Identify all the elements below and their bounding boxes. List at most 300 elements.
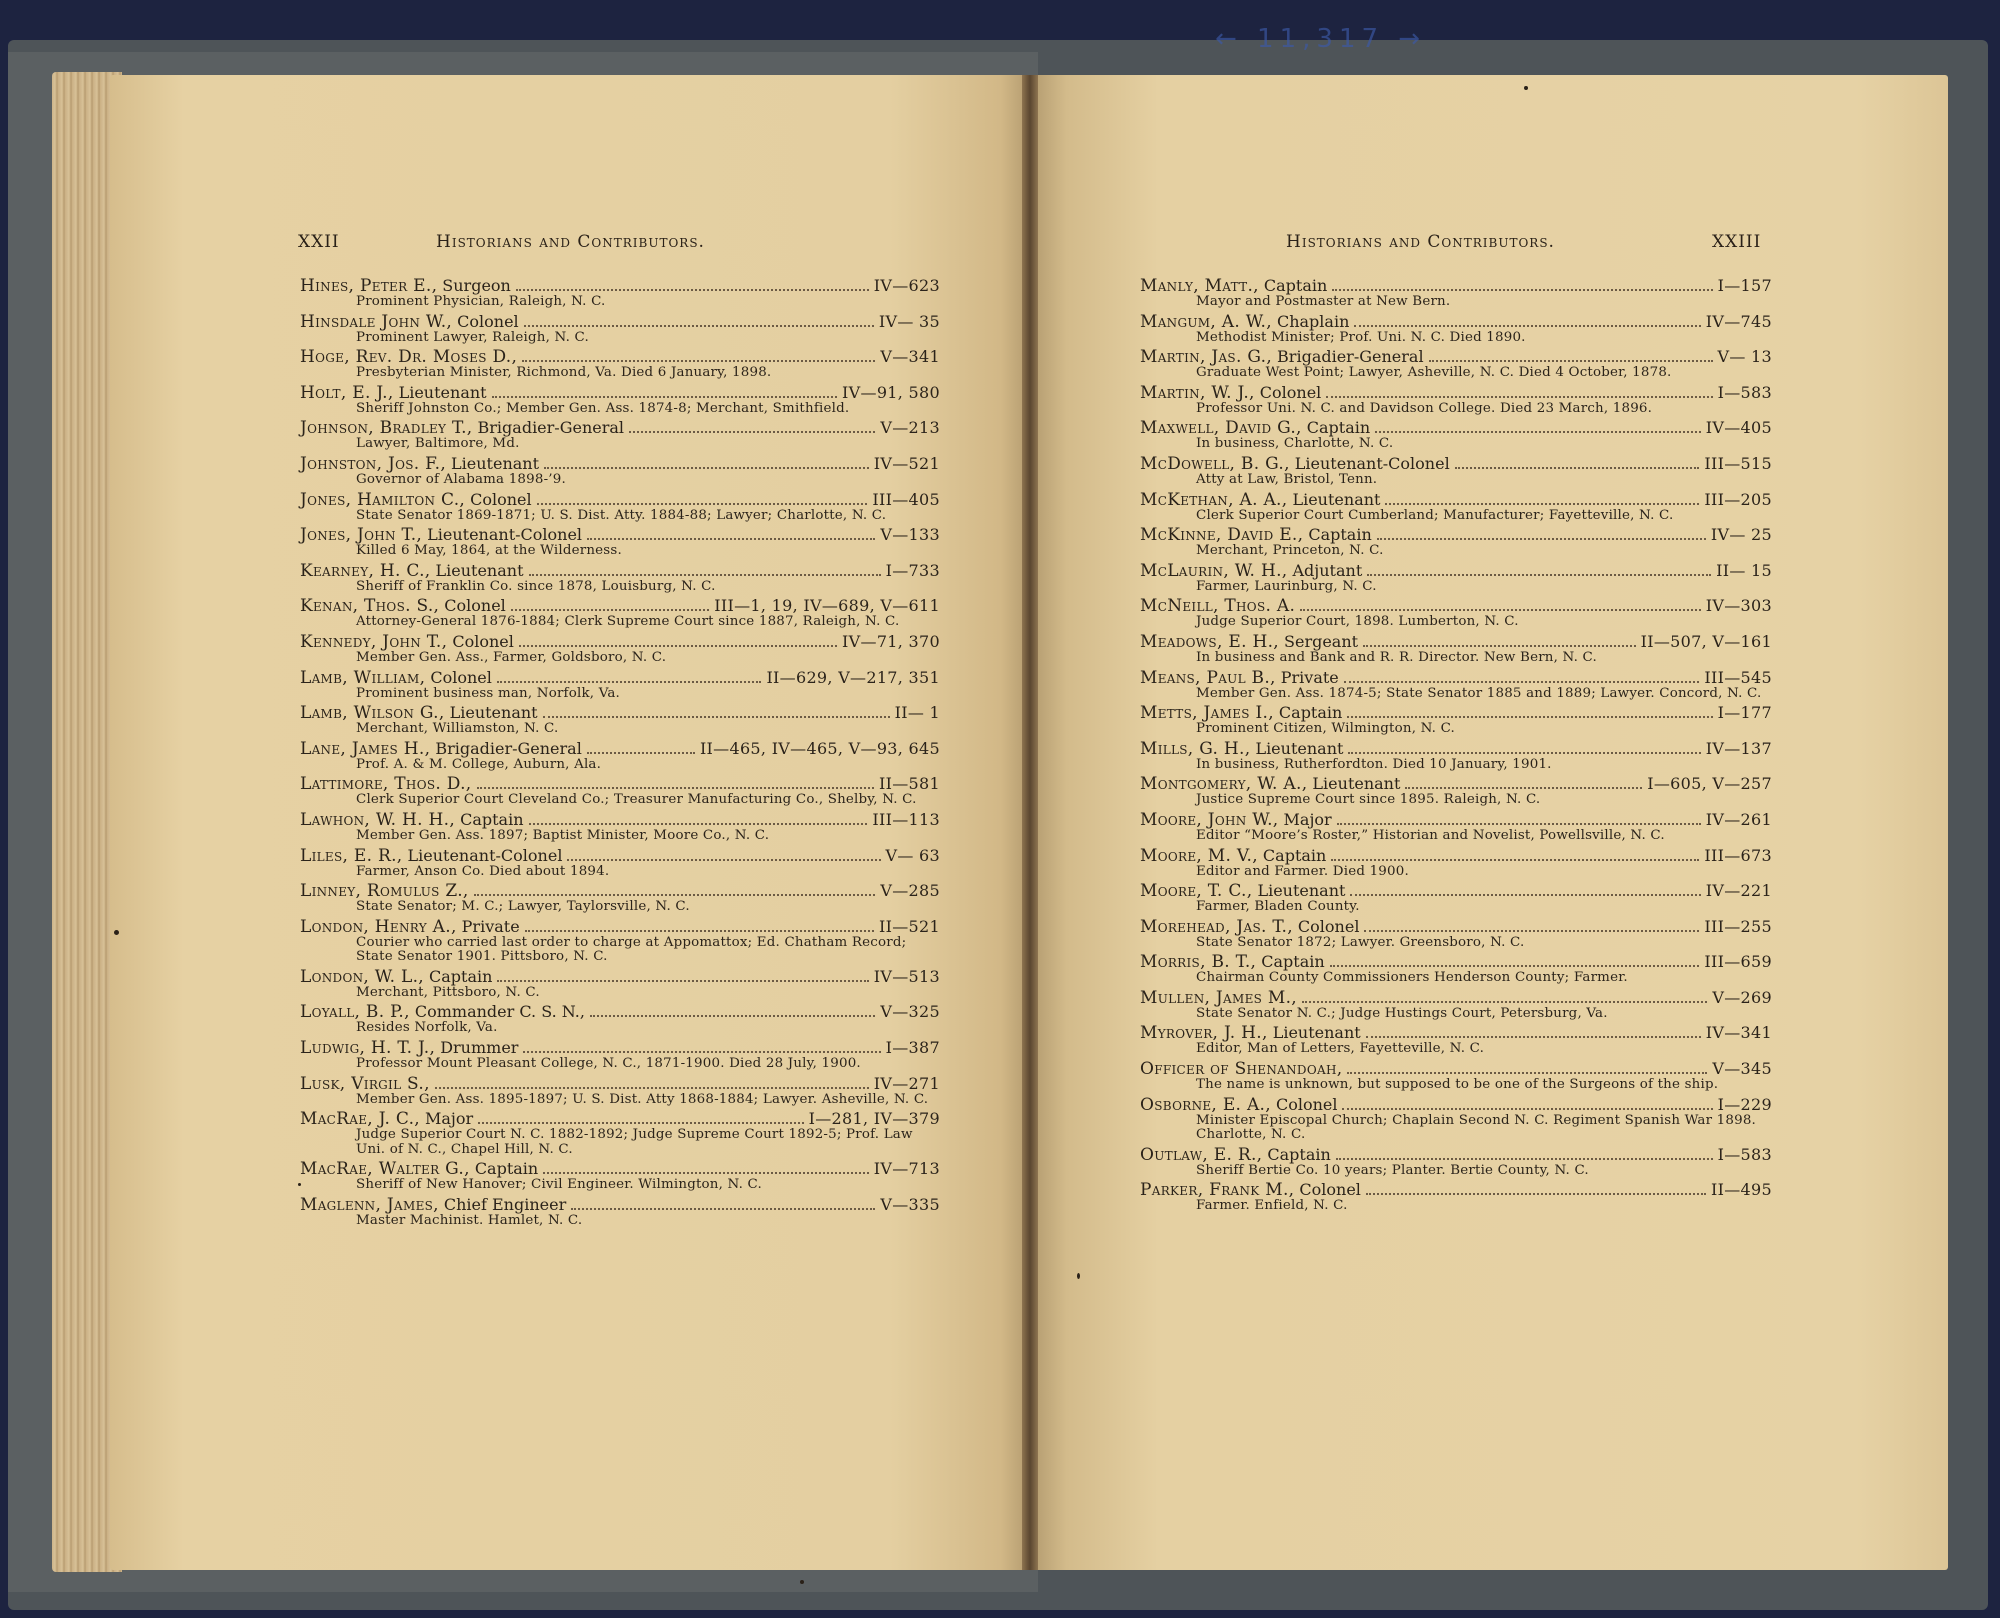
contributor-name: Lamb, William, xyxy=(300,667,426,688)
entry-heading-line xyxy=(1140,669,1772,687)
volume-page-reference: V— 63 xyxy=(885,845,940,865)
entry-heading-line xyxy=(1140,633,1772,651)
contributor-entry xyxy=(1140,1060,1772,1093)
contributor-rank: Lieutenant xyxy=(451,453,540,473)
contributor-description: The name is unknown, but supposed to be one of the Surgeons of the ship. xyxy=(1196,1077,1719,1093)
left-page-number: XXII xyxy=(298,232,340,252)
dot-leader xyxy=(1455,467,1700,469)
entry-heading-line xyxy=(300,562,940,580)
entry-heading-line xyxy=(300,348,940,366)
entry-heading-line xyxy=(300,633,940,651)
dot-leader xyxy=(519,645,837,647)
contributor-description: Killed 6 May, 1864, at the Wilderness. xyxy=(356,543,622,559)
contributor-name: Maglenn, James, xyxy=(300,1195,439,1216)
dot-leader xyxy=(524,325,874,327)
contributor-description: Editor, Man of Letters, Fayetteville, N. C. xyxy=(1196,1041,1485,1057)
entry-heading-line xyxy=(1140,811,1772,829)
contributor-entry xyxy=(300,348,940,381)
volume-page-reference: III—659 xyxy=(1704,952,1772,972)
contributor-entry xyxy=(300,1039,940,1072)
entry-heading-line xyxy=(300,1196,940,1214)
entry-heading-line xyxy=(1140,882,1772,900)
contributor-description: In business, Rutherfordton. Died 10 January, 1901. xyxy=(1196,756,1552,772)
contributor-rank: Colonel xyxy=(457,311,519,331)
contributor-entry xyxy=(1140,526,1772,559)
dot-leader xyxy=(1354,325,1700,327)
contributor-description: Merchant, Pittsboro, N. C. xyxy=(356,984,540,1000)
contributor-name: Kearney, H. C., xyxy=(300,560,431,581)
contributor-description: Mayor and Postmaster at New Bern. xyxy=(1196,294,1451,309)
volume-page-reference: V—269 xyxy=(1712,987,1772,1007)
entry-heading-line xyxy=(300,1039,940,1057)
page-speck xyxy=(114,930,119,935)
contributor-name: Outlaw, E. R., xyxy=(1140,1144,1263,1165)
volume-page-reference: IV—271 xyxy=(873,1073,940,1093)
entry-heading-line xyxy=(300,277,940,295)
entry-heading-line xyxy=(300,740,940,758)
contributor-name: Lattimore, Thos. D., xyxy=(300,774,472,795)
contributor-name: Lamb, Wilson G., xyxy=(300,703,445,724)
contributor-description: Sheriff Johnston Co.; Member Gen. Ass. 1874-8; Merchant, Smithfield. xyxy=(356,400,850,416)
contributor-rank: Lieutenant xyxy=(1312,774,1401,794)
contributor-entry xyxy=(1140,384,1772,417)
contributor-name: MacRae, J. C., xyxy=(300,1109,420,1130)
dot-leader xyxy=(477,787,875,789)
contributor-description: Justice Supreme Court since 1895. Raleigh, N. C. xyxy=(1196,792,1541,808)
contributor-name: Mangum, A. W., xyxy=(1140,311,1272,332)
volume-page-reference: I—281, IV—379 xyxy=(808,1109,940,1129)
contributor-entry xyxy=(300,918,940,965)
contributor-name: McDowell, B. G., xyxy=(1140,453,1290,474)
entry-heading-line xyxy=(300,1160,940,1178)
contributor-entry xyxy=(300,384,940,417)
contributor-name: Mullen, James M., xyxy=(1140,987,1297,1008)
contributor-rank: Drummer xyxy=(440,1038,519,1058)
volume-page-reference: I—229 xyxy=(1717,1094,1772,1114)
contributor-description: Farmer, Laurinburg, N. C. xyxy=(1196,578,1377,594)
entry-heading-line xyxy=(1140,384,1772,402)
dot-leader xyxy=(511,609,709,611)
dot-leader xyxy=(1342,1108,1712,1110)
contributor-entry xyxy=(300,1003,940,1036)
contributor-rank: Adjutant xyxy=(1292,560,1363,580)
contributor-entry xyxy=(1140,562,1772,595)
page-speck xyxy=(800,1580,804,1584)
volume-page-reference: II—629, V—217, 351 xyxy=(766,667,940,687)
dot-leader xyxy=(522,360,875,362)
contributor-name: Holt, E. J., xyxy=(300,382,394,403)
dot-leader xyxy=(1331,859,1699,861)
contributor-name: Meadows, E. H., xyxy=(1140,631,1280,652)
contributor-rank: Colonel xyxy=(1259,382,1322,402)
contributor-entry xyxy=(1140,1181,1772,1214)
contributor-rank: Captain xyxy=(1278,703,1343,723)
contributor-rank: Major xyxy=(425,1109,474,1129)
dot-leader xyxy=(1336,1158,1713,1160)
dot-leader xyxy=(571,1208,875,1210)
volume-page-reference: IV— 35 xyxy=(878,311,940,331)
contributor-entry xyxy=(1140,1024,1772,1057)
volume-page-reference: V—213 xyxy=(880,418,940,438)
library-stamp: ← 11,317 → xyxy=(1215,24,1427,54)
volume-page-reference: IV—261 xyxy=(1705,809,1772,829)
contributor-entry xyxy=(1140,1146,1772,1179)
right-running-head: Historians and Contributors. xyxy=(1286,232,1555,252)
entry-heading-line xyxy=(1140,989,1772,1007)
contributor-entry xyxy=(300,740,940,773)
contributor-entry xyxy=(300,968,940,1001)
contributor-entry xyxy=(1140,313,1772,346)
contributor-entry xyxy=(1140,989,1772,1022)
volume-page-reference: IV—91, 580 xyxy=(842,382,940,402)
contributor-description: Attorney-General 1876-1884; Clerk Supreme Court since 1887, Raleigh, N. C. xyxy=(356,614,900,630)
contributor-rank: Lieutenant-Colonel xyxy=(1294,453,1450,473)
contributor-rank: Captain xyxy=(429,966,493,986)
volume-page-reference: I—583 xyxy=(1717,1144,1772,1164)
dot-leader xyxy=(543,1172,869,1174)
contributor-name: Myrover, J. H., xyxy=(1140,1023,1268,1044)
dot-leader xyxy=(1302,1001,1707,1003)
contributor-entry xyxy=(300,811,940,844)
dot-leader xyxy=(629,431,875,433)
volume-page-reference: IV—341 xyxy=(1705,1023,1772,1043)
entry-heading-line xyxy=(300,597,940,615)
contributor-rank: Captain xyxy=(460,809,524,829)
volume-page-reference: I—157 xyxy=(1717,276,1772,295)
contributor-name: Martin, Jas. G., xyxy=(1140,347,1273,368)
dot-leader xyxy=(1347,716,1712,718)
volume-page-reference: V—133 xyxy=(880,525,940,545)
contributor-entry xyxy=(1140,669,1772,702)
dot-leader xyxy=(523,1051,880,1053)
contributor-description: Farmer, Bladen County. xyxy=(1196,899,1360,915)
contributor-entry xyxy=(1140,597,1772,630)
contributor-name: Linney, Romulus Z., xyxy=(300,881,469,902)
volume-page-reference: IV—137 xyxy=(1705,738,1772,758)
dot-leader xyxy=(1348,752,1700,754)
volume-page-reference: II— 15 xyxy=(1716,560,1772,580)
contributor-rank: Surgeon xyxy=(442,276,511,295)
contributor-name: Jones, Hamilton C., xyxy=(300,489,466,510)
contributor-rank: Brigadier-General xyxy=(1277,347,1424,367)
entry-heading-line xyxy=(300,384,940,402)
dot-leader xyxy=(474,894,876,896)
contributor-rank: Chaplain xyxy=(1276,311,1350,331)
contributor-entry xyxy=(300,669,940,702)
contributor-name: Officer of Shenandoah, xyxy=(1140,1059,1343,1080)
contributor-description: Lawyer, Baltimore, Md. xyxy=(356,436,520,452)
contributor-rank: Lieutenant xyxy=(1257,881,1346,901)
dot-leader xyxy=(435,1087,869,1089)
contributor-entry xyxy=(300,847,940,880)
dot-leader xyxy=(590,1015,876,1017)
dot-leader xyxy=(1332,289,1712,291)
contributor-name: McLaurin, W. H., xyxy=(1140,560,1288,581)
contributor-rank: Captain xyxy=(1261,952,1325,972)
dot-leader xyxy=(529,574,881,576)
entry-heading-line xyxy=(1140,918,1772,936)
contributor-entry xyxy=(300,313,940,346)
contributor-description: Farmer. Enfield, N. C. xyxy=(1196,1198,1348,1214)
contributor-entry xyxy=(300,455,940,488)
contributor-rank: Brigadier-General xyxy=(435,738,582,758)
volume-page-reference: III—113 xyxy=(872,809,940,829)
entry-heading-line xyxy=(1140,491,1772,509)
entry-heading-line xyxy=(1140,1096,1772,1114)
contributor-name: Jones, John T., xyxy=(300,525,423,546)
volume-page-reference: V—345 xyxy=(1712,1059,1772,1079)
contributor-name: MacRae, Walter G., xyxy=(300,1159,470,1180)
contributor-name: Lawhon, W. H. H., xyxy=(300,809,456,830)
volume-page-reference: V—335 xyxy=(880,1195,940,1215)
dot-leader xyxy=(1367,574,1711,576)
contributor-description: Merchant, Princeton, N. C. xyxy=(1196,543,1384,559)
contributor-name: Manly, Matt., xyxy=(1140,276,1259,296)
dot-leader xyxy=(1405,787,1642,789)
dot-leader xyxy=(1344,681,1700,683)
contributor-description: Member Gen. Ass. 1895-1897; U. S. Dist. Atty 1868-1884; Lawyer. Asheville, N. C. xyxy=(356,1091,929,1107)
contributor-description: Judge Superior Court N. C. 1882-1892; Judge Supreme Court 1892-5; Prof. Law Uni. of N. C., Chapel Hill, N. C. xyxy=(356,1127,913,1157)
contributor-rank: Lieutenant xyxy=(449,703,538,723)
contributor-name: Kenan, Thos. S., xyxy=(300,596,440,617)
entry-heading-line xyxy=(1140,419,1772,437)
contributor-entry xyxy=(300,491,940,524)
volume-page-reference: III—1, 19, IV—689, V—611 xyxy=(714,596,940,616)
contributor-entry xyxy=(300,597,940,630)
contributor-rank: Lieutenant-Colonel xyxy=(427,525,583,545)
volume-page-reference: I—387 xyxy=(885,1038,940,1058)
contributor-description: Farmer, Anson Co. Died about 1894. xyxy=(356,863,610,879)
entry-heading-line xyxy=(300,968,940,986)
contributor-description: Professor Uni. N. C. and Davidson College. Died 23 March, 1896. xyxy=(1196,400,1653,416)
contributor-name: Montgomery, W. A., xyxy=(1140,774,1308,795)
left-running-head: Historians and Contributors. xyxy=(436,232,705,252)
volume-page-reference: I—177 xyxy=(1717,703,1772,723)
entry-heading-line xyxy=(1140,775,1772,793)
contributor-name: Morris, B. T., xyxy=(1140,952,1257,973)
dot-leader xyxy=(478,1122,803,1124)
entry-heading-line xyxy=(300,526,940,544)
contributor-entry xyxy=(1140,633,1772,666)
contributor-rank: Captain xyxy=(474,1159,539,1179)
contributor-description: State Senator 1872; Lawyer. Greensboro, N. C. xyxy=(1196,934,1525,950)
contributor-rank: Lieutenant xyxy=(1292,489,1381,509)
contributor-entry xyxy=(1140,811,1772,844)
contributor-description: State Senator 1869-1871; U. S. Dist. Atty. 1884-88; Lawyer; Charlotte, N. C. xyxy=(356,507,887,523)
contributor-rank: Lieutenant-Colonel xyxy=(407,845,563,865)
volume-page-reference: V—325 xyxy=(880,1002,940,1022)
volume-page-reference: I—605, V—257 xyxy=(1647,774,1772,794)
contributor-rank: Colonel xyxy=(430,667,492,687)
contributor-rank: Colonel xyxy=(470,489,532,509)
dot-leader xyxy=(1363,645,1636,647)
page-speck xyxy=(1077,1273,1080,1279)
contributor-rank: Private xyxy=(461,916,520,936)
dot-leader xyxy=(1377,538,1706,540)
contributor-description: In business and Bank and R. R. Director. New Bern, N. C. xyxy=(1196,649,1597,665)
contributor-description: Sheriff Bertie Co. 10 years; Planter. Bertie County, N. C. xyxy=(1196,1162,1589,1178)
dot-leader xyxy=(529,823,868,825)
volume-page-reference: I—583 xyxy=(1717,382,1772,402)
entry-heading-line xyxy=(300,775,940,793)
contributor-name: Moore, John W., xyxy=(1140,809,1279,830)
entry-heading-line xyxy=(1140,1060,1772,1078)
dot-leader xyxy=(1364,930,1699,932)
volume-page-reference: IV—521 xyxy=(873,453,940,473)
volume-page-reference: II—521 xyxy=(879,916,940,936)
dot-leader xyxy=(544,467,869,469)
right-page-number: XXIII xyxy=(1712,232,1762,252)
contributor-name: Johnson, Bradley T., xyxy=(300,418,473,439)
dot-leader xyxy=(537,503,868,505)
dot-leader xyxy=(1385,503,1699,505)
page-speck xyxy=(1524,86,1528,90)
entry-heading-line xyxy=(300,491,940,509)
contributor-description: Judge Superior Court, 1898. Lumberton, N. C. xyxy=(1196,614,1519,630)
contributor-name: McKethan, A. A., xyxy=(1140,489,1288,510)
contributor-entry xyxy=(300,775,940,808)
contributor-rank: Colonel xyxy=(452,631,514,651)
contributor-description: Governor of Alabama 1898-’9. xyxy=(356,471,566,487)
entry-heading-line xyxy=(300,811,940,829)
volume-page-reference: IV—745 xyxy=(1705,311,1772,331)
contributor-name: Johnston, Jos. F., xyxy=(300,453,447,474)
contributor-description: Atty at Law, Bristol, Tenn. xyxy=(1196,471,1378,487)
contributor-rank: Colonel xyxy=(1275,1094,1338,1114)
volume-page-reference: IV—713 xyxy=(873,1159,940,1179)
entry-heading-line xyxy=(1140,526,1772,544)
volume-page-reference: III—515 xyxy=(1704,453,1772,473)
dot-leader xyxy=(497,681,762,683)
contributor-rank: Private xyxy=(1280,667,1339,687)
dot-leader xyxy=(1375,431,1701,433)
entry-heading-line xyxy=(1140,847,1772,865)
left-entry-list xyxy=(300,277,940,1232)
volume-page-reference: IV—405 xyxy=(1705,418,1772,438)
contributor-description: Sheriff of Franklin Co. since 1878, Louisburg, N. C. xyxy=(356,578,716,594)
contributor-name: McNeill, Thos. A. xyxy=(1140,596,1296,617)
entry-heading-line xyxy=(300,1003,940,1021)
contributor-name: Osborne, E. A., xyxy=(1140,1094,1271,1115)
dot-leader xyxy=(587,752,695,754)
contributor-description: Prof. A. & M. College, Auburn, Ala. xyxy=(356,756,602,772)
volume-page-reference: IV—623 xyxy=(873,276,940,295)
entry-heading-line xyxy=(300,419,940,437)
contributor-rank: Captain xyxy=(1262,845,1327,865)
dot-leader xyxy=(587,538,875,540)
contributor-rank: Lieutenant xyxy=(1272,1023,1361,1043)
book-gutter xyxy=(1022,75,1038,1570)
contributor-rank: Lieutenant xyxy=(398,382,487,402)
dot-leader xyxy=(516,289,869,291)
contributor-name: London, W. L., xyxy=(300,966,424,987)
contributor-entry xyxy=(1140,348,1772,381)
dot-leader xyxy=(1366,1036,1701,1038)
contributor-name: London, Henry A., xyxy=(300,916,457,937)
volume-page-reference: II—465, IV—465, V—93, 645 xyxy=(699,738,940,758)
contributor-entry xyxy=(1140,775,1772,808)
dot-leader xyxy=(525,930,874,932)
contributor-entry xyxy=(1140,918,1772,951)
dot-leader xyxy=(1330,965,1700,967)
entry-heading-line xyxy=(300,918,940,936)
contributor-rank: Major xyxy=(1283,809,1332,829)
contributor-rank: Commander C. S. N., xyxy=(414,1002,585,1022)
contributor-entry xyxy=(1140,455,1772,488)
contributor-entry xyxy=(1140,491,1772,524)
contributor-entry xyxy=(300,562,940,595)
contributor-description: Minister Episcopal Church; Chaplain Second N. C. Regiment Spanish War 1898. Charlotte, N. C. xyxy=(1196,1112,1757,1143)
contributor-rank: Chief Engineer xyxy=(443,1195,567,1215)
dot-leader xyxy=(1366,1193,1706,1195)
volume-page-reference: III—673 xyxy=(1704,845,1772,865)
contributor-name: McKinne, David E., xyxy=(1140,525,1304,546)
dot-leader xyxy=(543,716,890,718)
contributor-entry xyxy=(1140,1096,1772,1143)
entry-heading-line xyxy=(300,704,940,722)
dot-leader xyxy=(1350,894,1700,896)
contributor-description: Prominent business man, Norfolk, Va. xyxy=(356,685,620,701)
contributor-name: Moore, M. V., xyxy=(1140,845,1258,866)
entry-heading-line xyxy=(1140,597,1772,615)
contributor-entry xyxy=(1140,847,1772,880)
contributor-rank: Captain xyxy=(1263,276,1328,295)
contributor-name: Morehead, Jas. T., xyxy=(1140,916,1293,937)
contributor-rank: Lieutenant xyxy=(435,560,524,580)
contributor-rank: Sergeant xyxy=(1284,631,1359,651)
volume-page-reference: IV—303 xyxy=(1705,596,1772,616)
contributor-description: Sheriff of New Hanover; Civil Engineer. Wilmington, N. C. xyxy=(356,1177,762,1193)
dot-leader xyxy=(1429,360,1713,362)
entry-heading-line xyxy=(1140,277,1772,295)
contributor-description: Member Gen. Ass. 1897; Baptist Minister, Moore Co., N. C. xyxy=(356,827,770,843)
contributor-description: Methodist Minister; Prof. Uni. N. C. Died 1890. xyxy=(1196,329,1526,345)
right-entry-list xyxy=(1140,277,1772,1217)
contributor-entry xyxy=(1140,277,1772,310)
contributor-entry xyxy=(300,419,940,452)
entry-heading-line xyxy=(300,847,940,865)
contributor-entry xyxy=(300,1110,940,1157)
dot-leader xyxy=(1347,1072,1707,1074)
entry-heading-line xyxy=(1140,455,1772,473)
contributor-name: Liles, E. R., xyxy=(300,845,403,866)
contributor-name: Metts, James I., xyxy=(1140,703,1274,724)
contributor-entry xyxy=(300,277,940,310)
contributor-description: State Senator N. C.; Judge Hustings Court, Petersburg, Va. xyxy=(1196,1005,1608,1021)
contributor-description: Chairman County Commissioners Henderson County; Farmer. xyxy=(1196,970,1628,986)
contributor-description: Prominent Lawyer, Raleigh, N. C. xyxy=(356,329,589,345)
entry-heading-line xyxy=(1140,348,1772,366)
volume-page-reference: III—255 xyxy=(1704,916,1772,936)
contributor-description: Professor Mount Pleasant College, N. C., 1871-1900. Died 28 July, 1900. xyxy=(356,1056,861,1072)
contributor-entry xyxy=(1140,419,1772,452)
contributor-rank: Colonel xyxy=(1297,916,1360,936)
entry-heading-line xyxy=(300,1075,940,1093)
volume-page-reference: III—405 xyxy=(872,489,940,509)
contributor-description: In business, Charlotte, N. C. xyxy=(1196,436,1394,452)
volume-page-reference: III—545 xyxy=(1704,667,1772,687)
contributor-entry xyxy=(300,633,940,666)
contributor-name: Ludwig, H. T. J., xyxy=(300,1038,436,1059)
contributor-entry xyxy=(300,1075,940,1108)
contributor-name: Kennedy, John T., xyxy=(300,631,448,652)
contributor-description: Editor “Moore’s Roster,” Historian and Novelist, Powellsville, N. C. xyxy=(1196,827,1665,843)
dot-leader xyxy=(567,859,880,861)
contributor-name: Hoge, Rev. Dr. Moses D., xyxy=(300,347,518,368)
entry-heading-line xyxy=(300,669,940,687)
volume-page-reference: II—581 xyxy=(879,774,940,794)
contributor-description: Prominent Citizen, Wilmington, N. C. xyxy=(1196,721,1456,737)
